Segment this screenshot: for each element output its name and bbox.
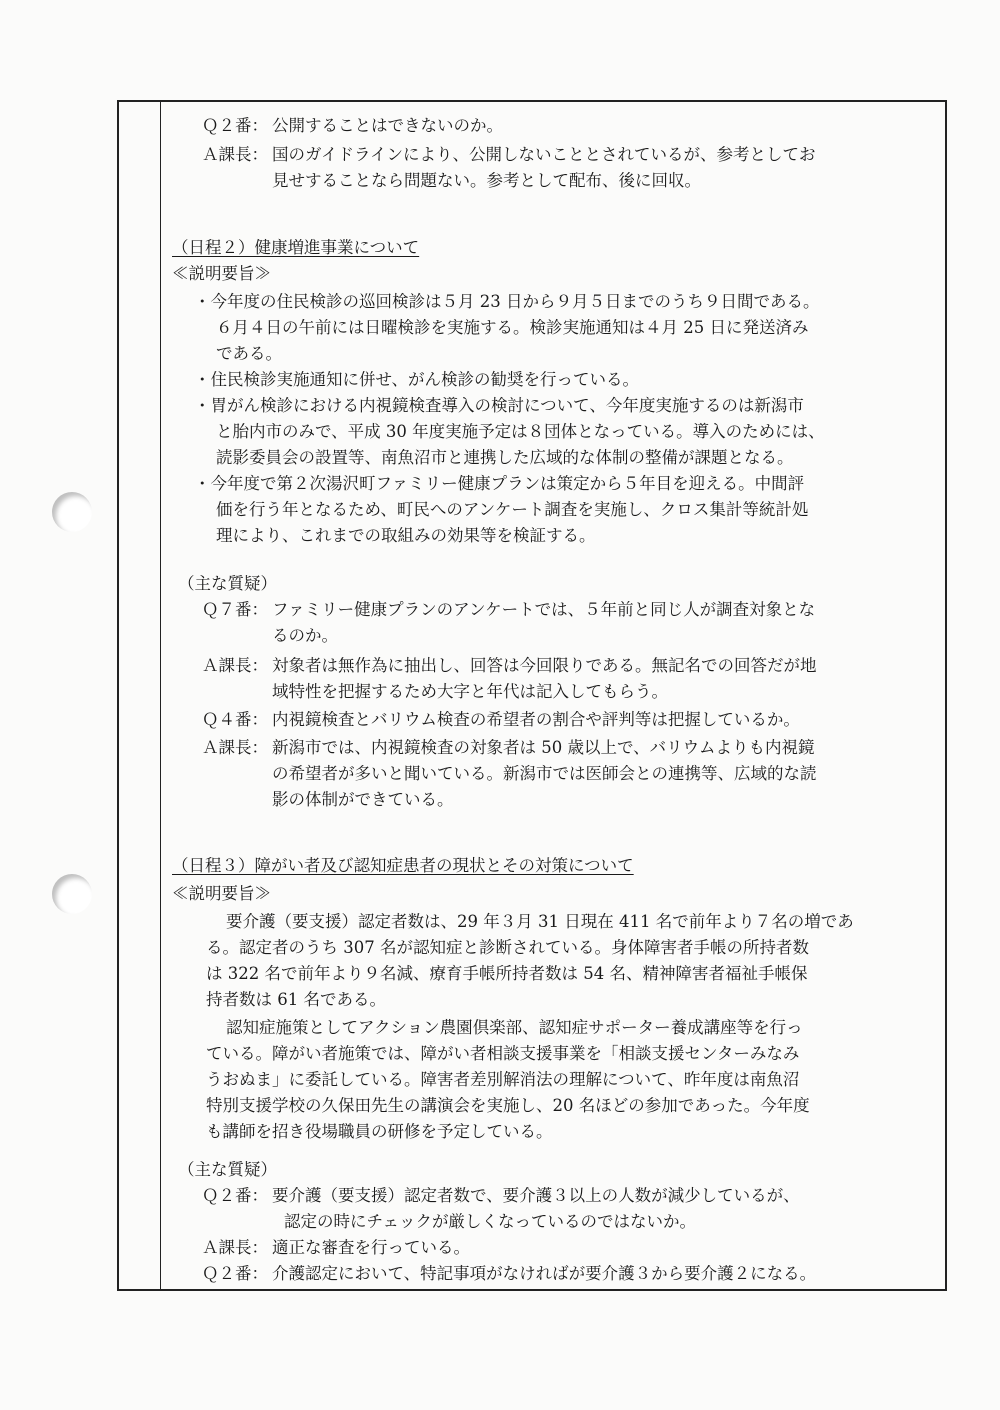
speaker-label: Ｑ２番： bbox=[202, 1186, 268, 1205]
qa-text-cont: 影の体制ができている。 bbox=[272, 790, 454, 809]
qa-title: （主な質疑） bbox=[178, 574, 277, 593]
paragraph-line: も講師を招き役場職員の研修を予定している。 bbox=[206, 1122, 553, 1141]
paragraph-line: 要介護（要支援）認定者数は、29 年３月 31 日現在 411 名で前年より７名の増であ bbox=[226, 912, 854, 931]
speaker-label: Ａ課長： bbox=[202, 738, 268, 757]
speaker-label: Ａ課長： bbox=[202, 656, 268, 675]
paragraph-line: 特別支援学校の久保田先生の講演会を実施し、20 名ほどの参加であった。今年度 bbox=[206, 1096, 810, 1115]
bullet-line: ・今年度の住民検診の巡回検診は５月 23 日から９月５日までのうち９日間である。 bbox=[194, 292, 820, 311]
bullet-line: と胎内市のみで、平成 30 年度実施予定は８団体となっている。導入のためには、 bbox=[216, 422, 825, 441]
section-heading: （日程２）健康増進事業について bbox=[172, 238, 420, 257]
qa-row bbox=[168, 598, 815, 622]
qa-text: 国のガイドラインにより、公開しないこととされているが、参考としてお bbox=[272, 145, 816, 164]
qa-row bbox=[168, 1184, 800, 1208]
qa-text-cont: 域特性を把握するため大字と年代は記入してもらう。 bbox=[272, 682, 668, 701]
qa-text: 公開することはできないのか。 bbox=[272, 116, 503, 135]
qa-text-cont: 見せすることなら問題ない。参考として配布、後に回収。 bbox=[272, 171, 701, 190]
qa-text: 適正な審査を行っている。 bbox=[272, 1238, 470, 1257]
qa-row bbox=[168, 1262, 816, 1286]
summary-title: ≪説明要旨≫ bbox=[172, 884, 271, 903]
qa-text: 新潟市では、内視鏡検査の対象者は 50 歳以上で、バリウムよりも内視鏡 bbox=[272, 738, 815, 757]
qa-text-cont: の希望者が多いと聞いている。新潟市では医師会との連携等、広域的な読 bbox=[272, 764, 817, 783]
qa-title: （主な質疑） bbox=[178, 1160, 277, 1179]
qa-text: 対象者は無作為に抽出し、回答は今回限りである。無記名での回答だが地 bbox=[272, 656, 817, 675]
qa-text: ファミリー健康プランのアンケートでは、５年前と同じ人が調査対象とな bbox=[272, 600, 816, 619]
qa-row bbox=[168, 708, 800, 732]
table-bottom-border bbox=[117, 1289, 947, 1291]
qa-row bbox=[168, 736, 815, 760]
qa-text-cont: 認定の時にチェックが厳しくなっているのではないか。 bbox=[284, 1212, 697, 1231]
summary-title: ≪説明要旨≫ bbox=[172, 264, 271, 283]
bullet-line: 読影委員会の設置等、南魚沼市と連携した広域的な体制の整備が課題となる。 bbox=[216, 448, 794, 467]
qa-text: 要介護（要支援）認定者数で、要介護３以上の人数が減少しているが、 bbox=[272, 1186, 800, 1205]
punch-hole-bottom bbox=[52, 874, 92, 914]
qa-row bbox=[168, 114, 503, 138]
speaker-label: Ａ課長： bbox=[202, 1238, 268, 1257]
qa-text-cont: るのか。 bbox=[272, 626, 338, 645]
paragraph-line: 持者数は 61 名である。 bbox=[206, 990, 386, 1009]
qa-row bbox=[168, 654, 817, 678]
speaker-label: Ｑ２番： bbox=[202, 1264, 268, 1283]
paragraph-line: うおぬま」に委託している。障害者差別解消法の理解について、昨年度は南魚沼 bbox=[206, 1070, 800, 1089]
bullet-line: 価を行う年となるため、町民へのアンケート調査を実施し、クロス集計等統計処 bbox=[216, 500, 809, 519]
paragraph-line: は 322 名で前年より９名減、療育手帳所持者数は 54 名、精神障害者福祉手帳保 bbox=[206, 964, 808, 983]
qa-text: 介護認定において、特記事項がなければが要介護３から要介護２になる。 bbox=[272, 1264, 817, 1283]
section-heading: （日程３）障がい者及び認知症患者の現状とその対策について bbox=[172, 856, 634, 875]
qa-row bbox=[168, 1236, 470, 1260]
bullet-line: である。 bbox=[216, 344, 282, 363]
speaker-label: Ｑ４番： bbox=[202, 710, 268, 729]
speaker-label: Ａ課長： bbox=[202, 145, 268, 164]
paragraph-line: ている。障がい者施策では、障がい者相談支援事業を「相談支援センターみなみ bbox=[206, 1044, 800, 1063]
paragraph-line: る。認定者のうち 307 名が認知症と診断されている。身体障害者手帳の所持者数 bbox=[206, 938, 809, 957]
punch-hole-top bbox=[52, 492, 92, 532]
bullet-line: ・今年度で第２次湯沢町ファミリー健康プランは策定から５年目を迎える。中間評 bbox=[194, 474, 805, 493]
speaker-label: Ｑ７番： bbox=[202, 600, 268, 619]
bullet-line: ６月４日の午前には日曜検診を実施する。検診実施通知は４月 25 日に発送済み bbox=[216, 318, 809, 337]
qa-text: 内視鏡検査とバリウム検査の希望者の割合や評判等は把握しているか。 bbox=[272, 710, 800, 729]
qa-row bbox=[168, 143, 816, 167]
bullet-line: 理により、これまでの取組みの効果等を検証する。 bbox=[216, 526, 596, 545]
bullet-line: ・胃がん検診における内視鏡検査導入の検討について、今年度実施するのは新潟市 bbox=[194, 396, 804, 415]
speaker-label: Ｑ２番： bbox=[202, 116, 268, 135]
table-column-divider bbox=[160, 100, 161, 1290]
bullet-line: ・住民検診実施通知に併せ、がん検診の勧奨を行っている。 bbox=[194, 370, 640, 389]
paragraph-line: 認知症施策としてアクション農園倶楽部、認知症サポーター養成講座等を行っ bbox=[226, 1018, 803, 1037]
